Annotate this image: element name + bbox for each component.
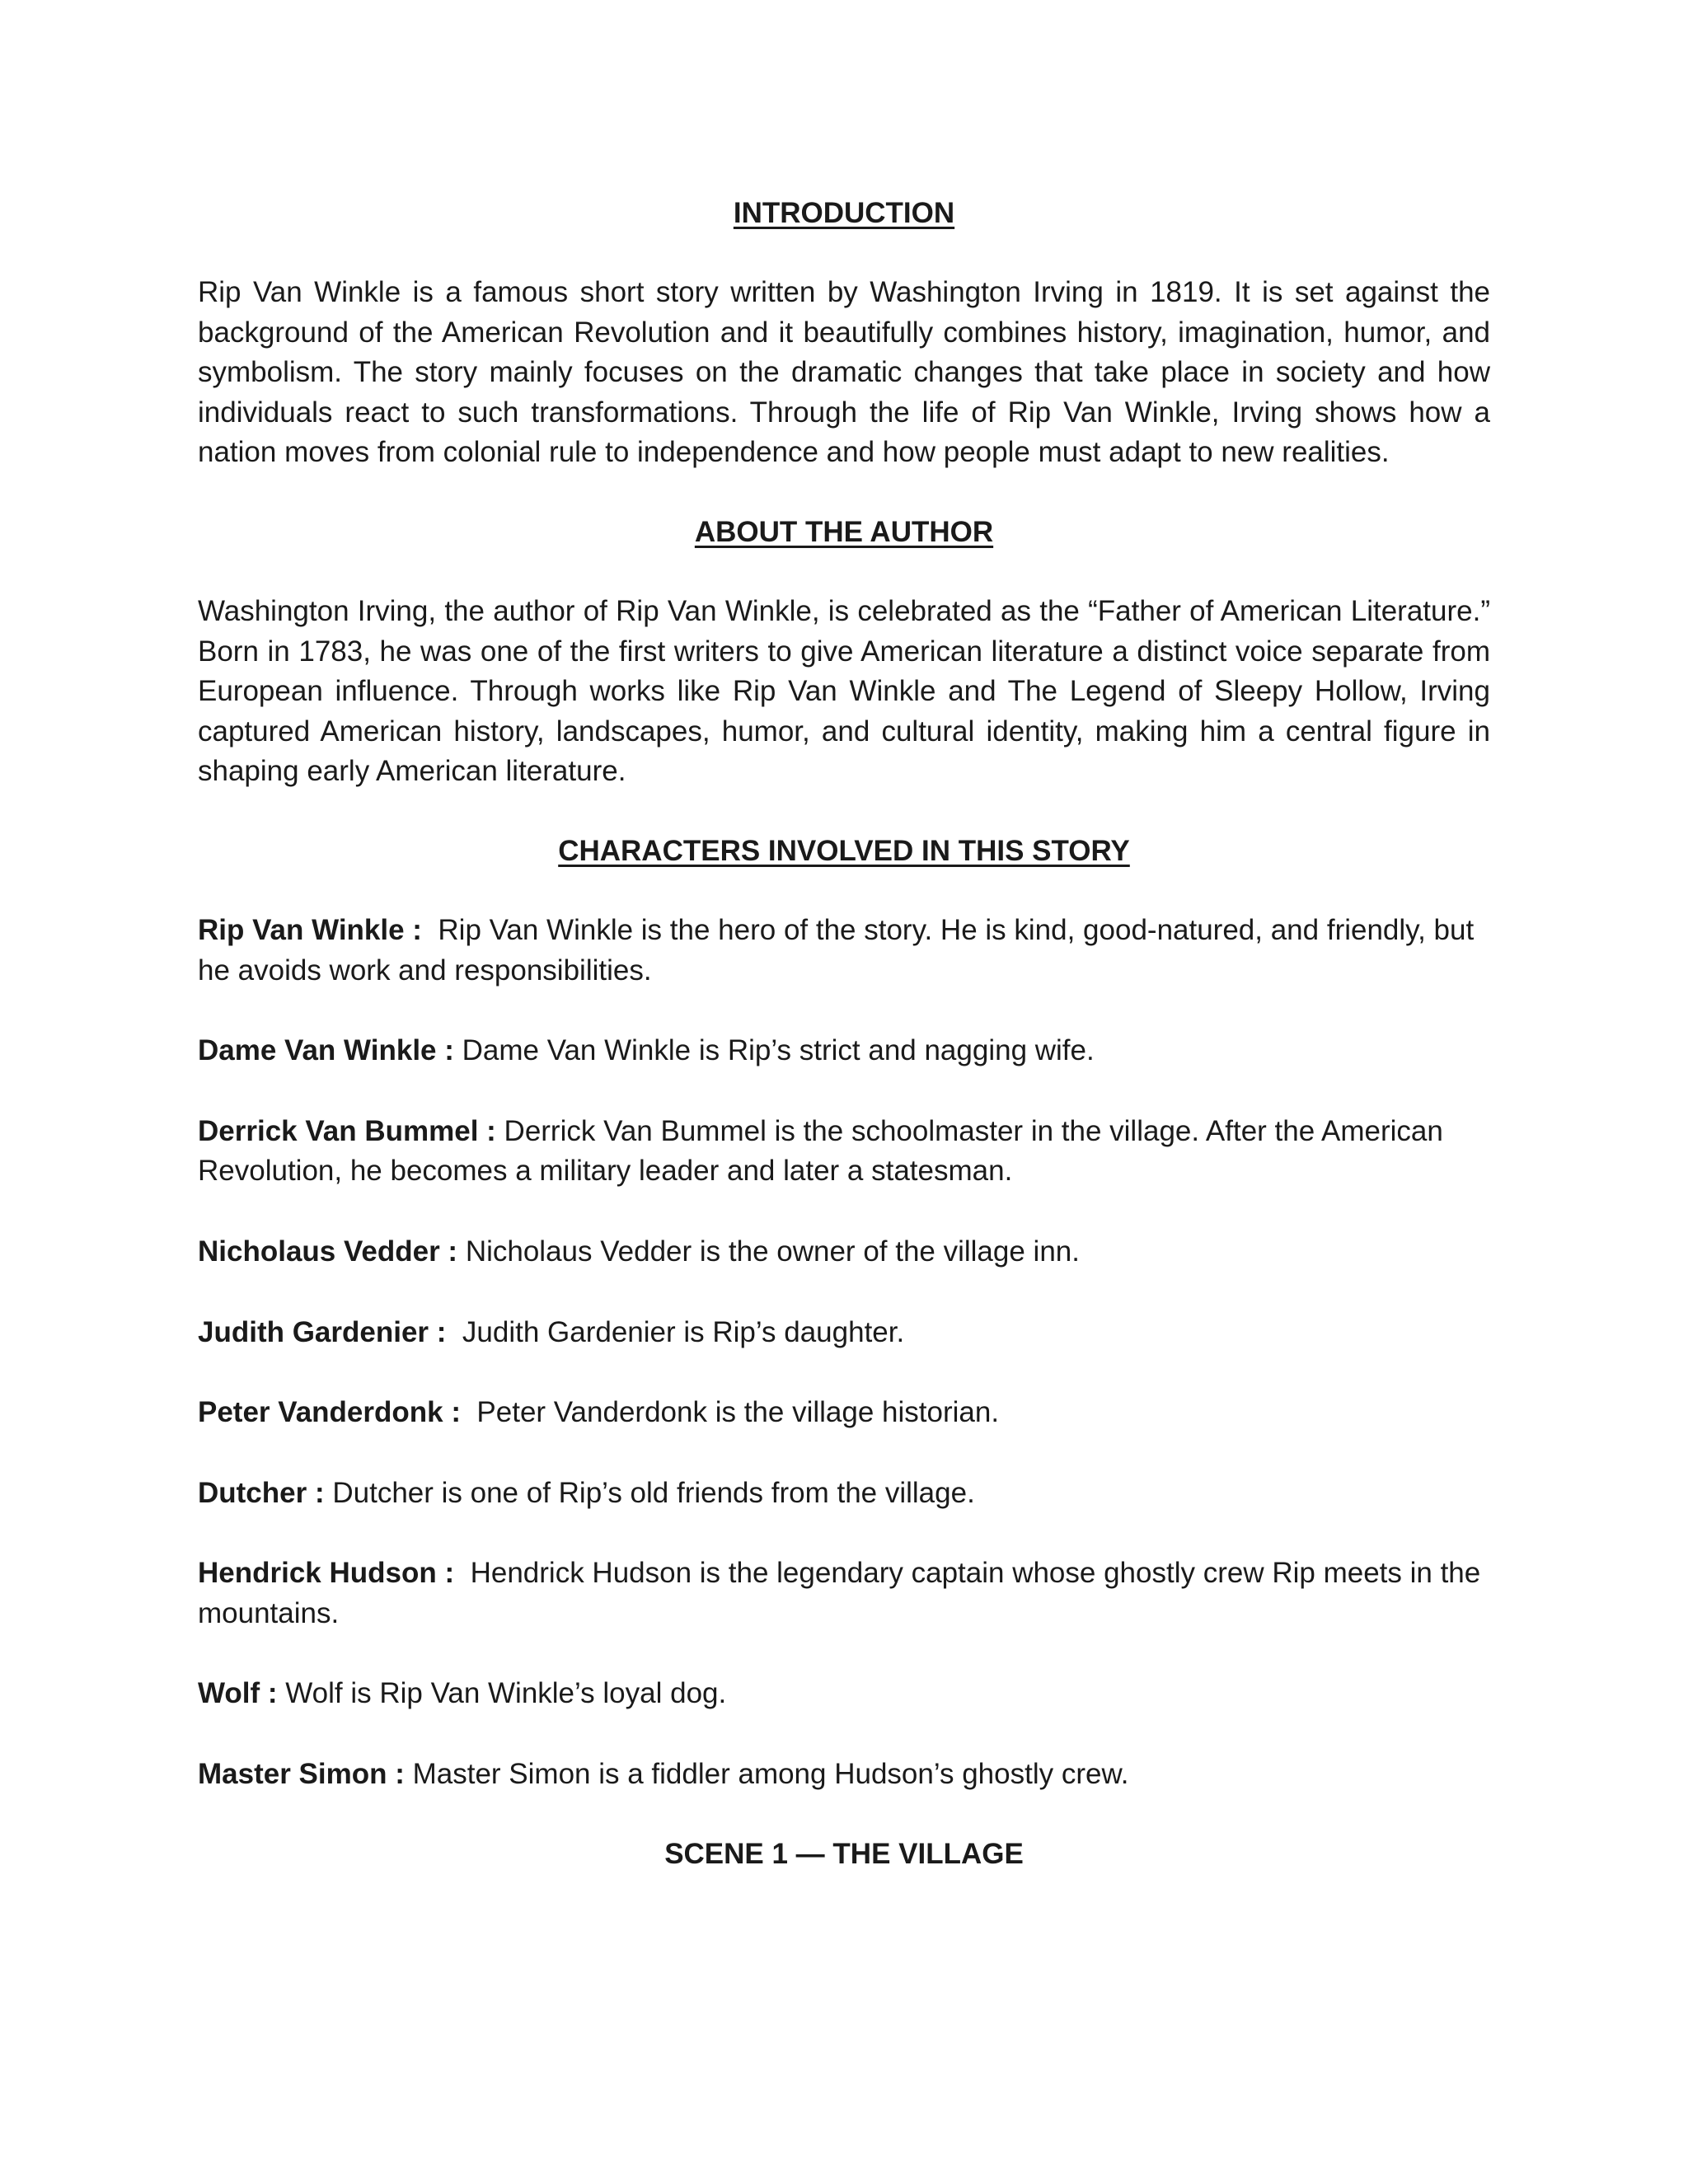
- character-name: Peter Vanderdonk :: [198, 1396, 461, 1429]
- scene-heading: SCENE 1 — THE VILLAGE: [664, 1837, 1024, 1870]
- character-description: Dutcher is one of Rip’s old friends from the village.: [324, 1476, 975, 1509]
- character-description: Hendrick Hudson is the legendary captain whose ghostly crew Rip meets in the mountains.: [198, 1557, 1489, 1629]
- about-author-paragraph: Washington Irving, the author of Rip Van Winkle, is celebrated as the “Father of American Literature.” Born in 1783, he was one of the first writers to give American literature a distinct voice separate from European influence. Through works like Rip Van Winkle and The Legend of Sleepy Hollow, Irving captured American history, landscapes, humor, and cultural identity, making him a central figure in shaping early American literature.: [198, 594, 1490, 788]
- character-name: Derrick Van Bummel :: [198, 1114, 496, 1147]
- introduction-paragraph: Rip Van Winkle is a famous short story written by Washington Irving in 1819. It is set against the background of the American Revolution and it beautifully combines history, imagination, humor, and symbolism. The story mainly focuses on the dramatic changes that take place in society and how individuals react to such transformations. Through the life of Rip Van Winkle, Irving shows how a nation moves from colonial rule to independence and how people must adapt to new realities.: [198, 276, 1490, 469]
- character-entry: [198, 1474, 1490, 1514]
- character-name: Hendrick Hudson :: [198, 1557, 455, 1590]
- character-list: [198, 911, 1490, 1795]
- character-description: Derrick Van Bummel is the schoolmaster in the village. After the American Revolution, he becomes a military leader and later a statesman.: [198, 1114, 1451, 1188]
- character-description: Wolf is Rip Van Winkle’s loyal dog.: [277, 1677, 727, 1710]
- about-author-heading: ABOUT THE AUTHOR: [694, 515, 994, 548]
- characters-heading: CHARACTERS INVOLVED IN THIS STORY: [558, 834, 1130, 867]
- character-entry: [198, 1674, 1490, 1714]
- character-entry: [198, 1313, 1490, 1353]
- character-name: Dame Van Winkle :: [198, 1034, 454, 1067]
- character-entry: [198, 1554, 1490, 1633]
- character-description: Nicholaus Vedder is the owner of the village inn.: [457, 1235, 1080, 1268]
- character-name: Wolf :: [198, 1677, 278, 1710]
- character-name: Rip Van Winkle :: [198, 913, 422, 946]
- character-description: Dame Van Winkle is Rip’s strict and nagging wife.: [453, 1034, 1095, 1067]
- character-description: Judith Gardenier is Rip’s daughter.: [446, 1315, 905, 1348]
- character-description: Rip Van Winkle is the hero of the story. He is kind, good-natured, and friendly, but he avoids work and responsibilities.: [198, 913, 1482, 987]
- character-name: Nicholaus Vedder :: [198, 1235, 458, 1268]
- character-entry: [198, 1031, 1490, 1071]
- character-name: Judith Gardenier :: [198, 1315, 447, 1348]
- character-description: Peter Vanderdonk is the village historian.: [460, 1396, 1000, 1429]
- character-description: Master Simon is a fiddler among Hudson’s ghostly crew.: [404, 1758, 1129, 1791]
- character-entry: [198, 911, 1490, 991]
- character-name: Dutcher :: [198, 1476, 325, 1509]
- character-name: Master Simon :: [198, 1758, 405, 1791]
- character-entry: [198, 1232, 1490, 1272]
- character-entry: [198, 1112, 1490, 1192]
- document-page: [198, 194, 1490, 1874]
- introduction-heading: INTRODUCTION: [733, 197, 955, 229]
- character-entry: [198, 1755, 1490, 1795]
- character-entry: [198, 1393, 1490, 1433]
